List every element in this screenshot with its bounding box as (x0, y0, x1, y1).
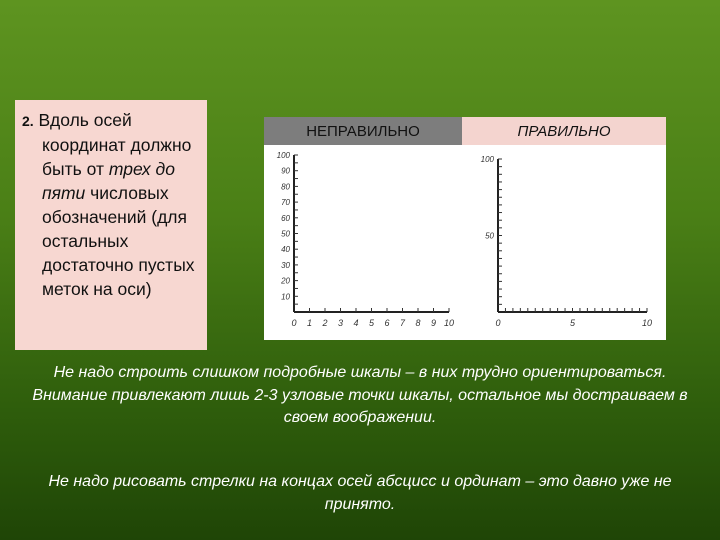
rule-text-emphasis: трех до пяти (42, 159, 175, 203)
explanation-scale-density: Не надо строить слишком подробные шкалы – в них трудно ориентироваться. Внимание привлекают лишь 2-3 узловые точки шкалы, остальное мы достраиваем в своем воображении. (32, 364, 688, 426)
rule-text-part-2: числовых обозначений (для остальных достаточно пустых меток на оси) (42, 183, 195, 299)
wrong-y-tick-label: 60 (281, 213, 290, 223)
rule-note-text (22, 108, 201, 301)
rule-note-box (15, 100, 207, 350)
wrong-x-tick-label: 9 (430, 318, 437, 328)
right-y-tick-label: 50 (485, 231, 494, 241)
wrong-axis-example (264, 117, 462, 340)
wrong-x-tick-label: 6 (384, 318, 390, 328)
wrong-x-tick-label: 0 (291, 318, 297, 328)
right-y-tick-label: 100 (480, 155, 494, 164)
wrong-y-tick-label: 30 (281, 260, 290, 270)
rule-number: 2. (22, 113, 34, 129)
right-x-tick-label: 5 (569, 318, 576, 328)
wrong-y-tick-label: 90 (281, 166, 290, 176)
wrong-x-tick-label: 10 (443, 318, 455, 328)
right-x-tick-label: 10 (641, 318, 653, 328)
right-x-tick-label: 0 (495, 318, 501, 328)
wrong-x-tick-label: 3 (337, 318, 344, 328)
wrong-x-tick-label: 8 (415, 318, 421, 328)
wrong-y-tick-label: 40 (281, 245, 290, 255)
wrong-y-tick-label: 10 (281, 292, 290, 302)
wrong-axis-drawing (264, 145, 462, 340)
wrong-x-tick-label: 5 (368, 318, 375, 328)
wrong-x-tick-label: 4 (353, 318, 359, 328)
wrong-x-tick-label: 2 (322, 318, 328, 328)
explanation-no-arrows: Не надо рисовать стрелки на концах осей абсцисс и ординат – это давно уже не принято. (48, 473, 672, 513)
wrong-x-tick-label: 7 (399, 318, 406, 328)
wrong-label: НЕПРАВИЛЬНО (264, 117, 462, 145)
right-axis-drawing (462, 145, 666, 340)
wrong-y-tick-label: 70 (281, 198, 290, 208)
right-axis-example (462, 117, 666, 340)
right-label: ПРАВИЛЬНО (462, 117, 666, 145)
wrong-y-tick-label: 100 (276, 151, 290, 160)
rule-text-part-1: Вдоль осей координат должно быть от (33, 110, 192, 179)
wrong-y-tick-label: 80 (281, 182, 290, 192)
wrong-y-tick-label: 20 (281, 276, 290, 286)
wrong-y-tick-label: 50 (281, 229, 290, 239)
wrong-x-tick-label: 1 (306, 318, 313, 328)
